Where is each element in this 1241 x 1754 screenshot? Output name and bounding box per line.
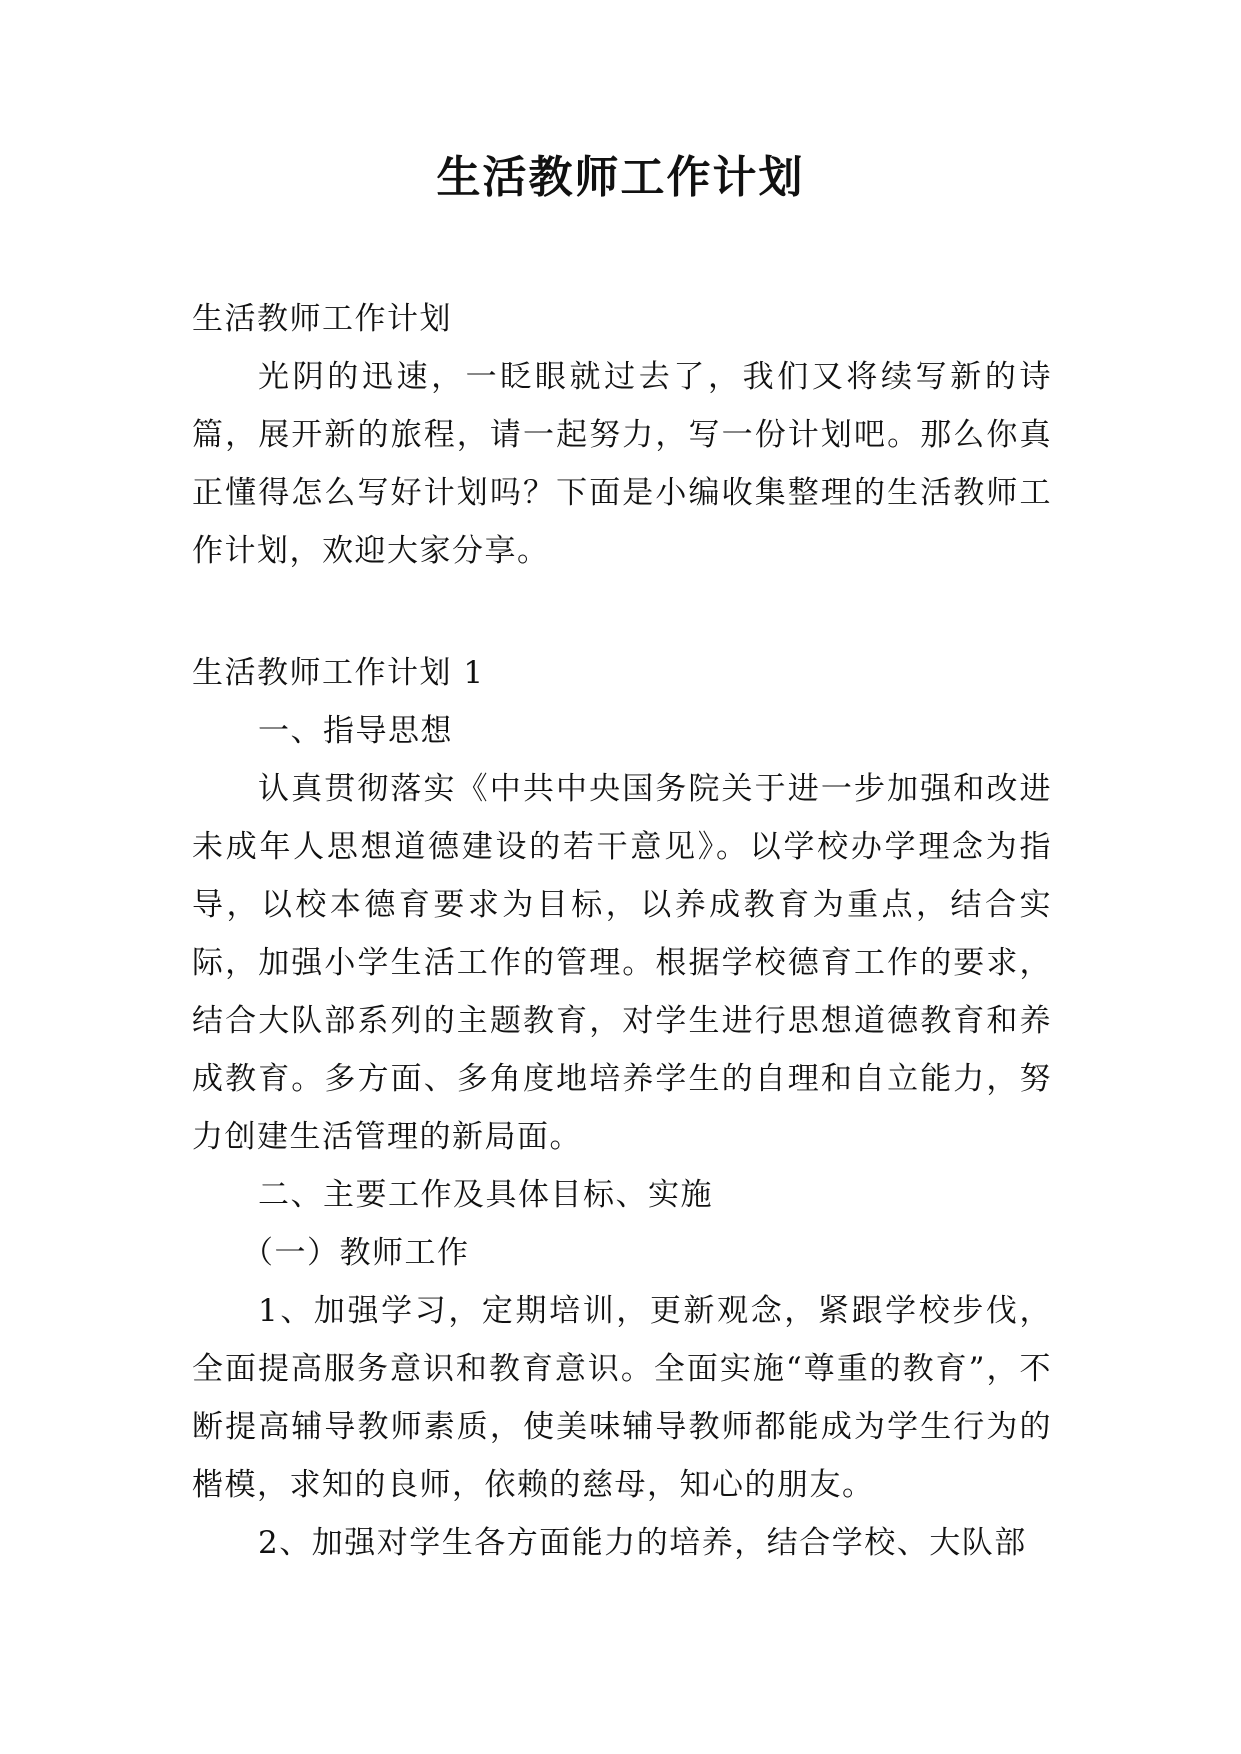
intro-paragraph: 光阴的迅速，一眨眼就过去了，我们又将续写新的诗篇，展开新的旅程，请一起努力，写一份计划吧。那么你真正懂得怎么写好计划吗？下面是小编收集整理的生活教师工作计划，欢迎大家分享。 xyxy=(192,359,1052,569)
document-body xyxy=(192,290,1052,1572)
part-heading-guiding-ideology: 一、指导思想 xyxy=(258,713,453,749)
part-heading-main-work: 二、主要工作及具体目标、实施 xyxy=(258,1177,713,1213)
spacer xyxy=(192,580,1052,644)
document-title: 生活教师工作计划 xyxy=(436,152,805,203)
sub-heading-teacher-work: （一）教师工作 xyxy=(242,1235,470,1271)
list-item: 2、加强对学生各方面能力的培养，结合学校、大队部 xyxy=(258,1525,1027,1561)
document-subtitle: 生活教师工作计划 xyxy=(192,301,452,337)
guiding-ideology-paragraph: 认真贯彻落实《中共中央国务院关于进一步加强和改进未成年人思想道德建设的若干意见》。以学校办学理念为指导，以校本德育要求为目标，以养成教育为重点，结合实际，加强小学生活工作的管理。根据学校德育工作的要求，结合大队部系列的主题教育，对学生进行思想道德教育和养成教育。多方面、多角度地培养学生的自理和自立能力，努力创建生活管理的新局面。 xyxy=(192,771,1052,1155)
list-item: 1、加强学习，定期培训，更新观念，紧跟学校步伐，全面提高服务意识和教育意识。全面实施“尊重的教育”，不断提高辅导教师素质，使美味辅导教师都能成为学生行为的楷模，求知的良师，依赖的慈母，知心的朋友。 xyxy=(192,1293,1052,1503)
section-title: 生活教师工作计划 1 xyxy=(192,655,485,691)
